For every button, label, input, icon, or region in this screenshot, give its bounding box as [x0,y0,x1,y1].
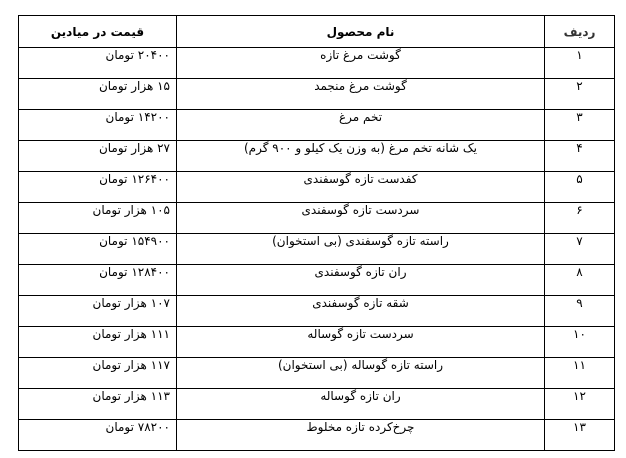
product-price: ۱۲۶۴۰۰ تومان [19,172,177,203]
header-price: قیمت در میادین [19,16,177,48]
table-row [19,296,615,327]
product-price: ۱۲۸۴۰۰ تومان [19,265,177,296]
row-number: ۱۱ [545,358,615,389]
product-price: ۱۵ هزار تومان [19,79,177,110]
table-row [19,79,615,110]
product-name: راسته تازه گوسفندی (بی استخوان) [177,234,545,265]
table-row [19,420,615,451]
table-row [19,141,615,172]
table-row [19,389,615,420]
product-name: تخم مرغ [177,110,545,141]
row-number: ۲ [545,79,615,110]
row-number: ۱۲ [545,389,615,420]
product-name: شقه تازه گوسفندی [177,296,545,327]
row-number: ۳ [545,110,615,141]
product-price: ۱۱۷ هزار تومان [19,358,177,389]
row-number: ۸ [545,265,615,296]
row-number: ۶ [545,203,615,234]
row-number: ۱۳ [545,420,615,451]
table-row [19,265,615,296]
product-name: راسته تازه گوساله (بی استخوان) [177,358,545,389]
product-price: ۱۱۱ هزار تومان [19,327,177,358]
product-name: ران تازه گوساله [177,389,545,420]
table-header-row [19,16,615,48]
header-product-name: نام محصول [177,16,545,48]
row-number: ۷ [545,234,615,265]
table-row [19,203,615,234]
product-name: گوشت مرغ تازه [177,48,545,79]
product-name: کفدست تازه گوسفندی [177,172,545,203]
price-table [18,15,615,451]
table-row [19,48,615,79]
product-price: ۲۷ هزار تومان [19,141,177,172]
table-row [19,172,615,203]
header-row-number: ردیف [545,16,615,48]
table-row [19,234,615,265]
page-heading [0,0,626,7]
product-price: ۱۵۴۹۰۰ تومان [19,234,177,265]
product-name: گوشت مرغ منجمد [177,79,545,110]
product-name: سردست تازه گوساله [177,327,545,358]
product-name: سردست تازه گوسفندی [177,203,545,234]
product-name: ران تازه گوسفندی [177,265,545,296]
row-number: ۵ [545,172,615,203]
row-number: ۴ [545,141,615,172]
product-name: چرخ‌کرده تازه مخلوط [177,420,545,451]
product-price: ۱۱۳ هزار تومان [19,389,177,420]
product-price: ۲۰۴۰۰ تومان [19,48,177,79]
table-row [19,110,615,141]
product-price: ۱۴۲۰۰ تومان [19,110,177,141]
product-price: ۷۸۲۰۰ تومان [19,420,177,451]
product-price: ۱۰۵ هزار تومان [19,203,177,234]
product-price: ۱۰۷ هزار تومان [19,296,177,327]
table-row [19,327,615,358]
row-number: ۱ [545,48,615,79]
table-row [19,358,615,389]
row-number: ۹ [545,296,615,327]
product-name: یک شانه تخم مرغ (به وزن یک کیلو و ۹۰۰ گرم) [177,141,545,172]
row-number: ۱۰ [545,327,615,358]
